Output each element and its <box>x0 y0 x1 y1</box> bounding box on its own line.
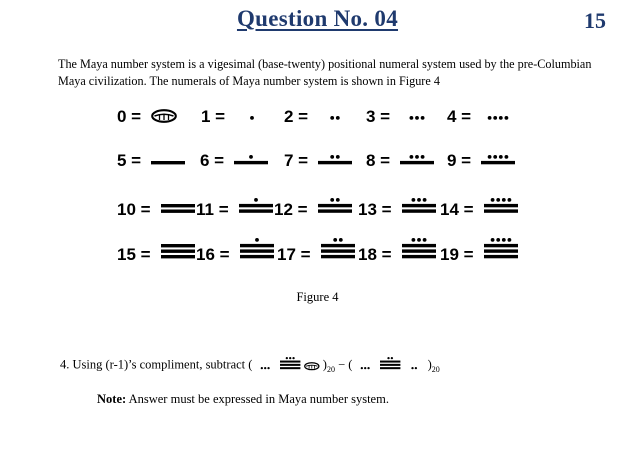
maya-dot <box>411 198 415 202</box>
maya-dot <box>422 238 426 242</box>
maya-dot <box>264 367 266 369</box>
maya-numeral-glyph <box>400 102 434 132</box>
maya-bar <box>484 204 518 207</box>
maya-digit-icon <box>255 367 275 371</box>
numeral-label: 18 = <box>358 245 392 264</box>
maya-dot <box>286 357 288 359</box>
numeral-entry <box>440 240 518 270</box>
maya-numeral-glyph <box>240 240 274 270</box>
maya-digit-icon <box>321 238 355 260</box>
maya-bar <box>484 244 518 247</box>
maya-dot <box>507 198 511 202</box>
maya-bar <box>161 255 195 258</box>
numeral-entry <box>284 102 352 132</box>
maya-digit-icon <box>402 238 436 260</box>
maya-dot <box>415 367 417 369</box>
maya-dot <box>338 238 342 242</box>
numeral-label: 8 = <box>366 151 391 170</box>
maya-digit-icon <box>318 116 352 122</box>
maya-bar <box>161 244 195 247</box>
question-prefix: 4. Using (r-1)’s compliment, subtract ( <box>60 357 253 372</box>
maya-dot <box>421 155 425 159</box>
maya-digit-icon <box>400 116 434 122</box>
maya-dot <box>493 155 497 159</box>
close-paren-2: ) <box>427 357 432 372</box>
numeral-label: 17 = <box>277 245 311 264</box>
maya-dot <box>387 357 389 359</box>
numeral-entry <box>358 240 436 270</box>
numeral-entry <box>440 195 518 225</box>
numeral-entry <box>447 102 515 132</box>
maya-dot <box>255 238 259 242</box>
numeral-row-10-14 <box>0 195 635 225</box>
maya-numeral-glyph <box>400 146 434 176</box>
maya-bar <box>239 204 273 207</box>
maya-dot <box>496 198 500 202</box>
maya-dot <box>411 238 415 242</box>
numeral-label: 5 = <box>117 151 142 170</box>
maya-dot <box>490 198 494 202</box>
maya-dot <box>496 238 500 242</box>
maya-dot <box>417 198 421 202</box>
maya-bar <box>481 160 515 163</box>
maya-bar <box>380 361 400 363</box>
numeral-entry <box>358 195 436 225</box>
maya-bar <box>240 244 274 247</box>
maya-dot <box>361 367 363 369</box>
maya-bar <box>321 255 355 258</box>
maya-digit-icon <box>280 357 300 370</box>
maya-dot <box>268 367 270 369</box>
maya-numeral-glyph <box>161 240 195 270</box>
maya-bar <box>318 204 352 207</box>
numeral-row-15-19 <box>0 240 635 270</box>
maya-bar <box>318 160 352 163</box>
maya-dot <box>488 116 492 120</box>
maya-digit-icon <box>400 155 434 166</box>
maya-bar <box>402 204 436 207</box>
maya-digit-icon <box>240 238 274 260</box>
maya-dot <box>488 155 492 159</box>
maya-bar <box>161 249 195 252</box>
maya-bar <box>280 367 300 369</box>
figure-caption: Figure 4 <box>296 290 339 304</box>
maya-bar <box>380 364 400 366</box>
note-label: Note: <box>97 392 127 406</box>
maya-digit-icon <box>235 116 269 122</box>
maya-bar <box>402 255 436 258</box>
maya-bar <box>240 255 274 258</box>
maya-numeral-glyph <box>402 240 436 270</box>
maya-numeral-glyph <box>235 102 269 132</box>
numeral-entry <box>277 240 355 270</box>
maya-bar <box>280 364 300 366</box>
question-title: Question No. 04 <box>236 6 399 31</box>
maya-dot <box>501 198 505 202</box>
numeral-row-0-4 <box>0 102 635 132</box>
numeral-entry <box>117 195 195 225</box>
maya-dot <box>250 116 254 120</box>
numeral-label: 1 = <box>201 107 226 126</box>
numeral-label: 3 = <box>366 107 391 126</box>
maya-dot <box>493 116 497 120</box>
maya-digit-icon <box>239 198 273 215</box>
maya-dot <box>421 116 425 120</box>
maya-digit-icon <box>161 204 195 215</box>
maya-dot <box>289 357 291 359</box>
numeral-label: 19 = <box>440 245 474 264</box>
maya-bar <box>234 160 268 163</box>
maya-digit-icon <box>402 198 436 215</box>
maya-dot <box>330 116 334 120</box>
maya-dot <box>505 116 509 120</box>
maya-dot <box>501 238 505 242</box>
maya-bar <box>484 255 518 258</box>
maya-dot <box>415 116 419 120</box>
maya-dot <box>330 198 334 202</box>
maya-numeral-glyph <box>318 195 352 225</box>
numeral-row-5-9 <box>0 146 635 176</box>
maya-dot <box>505 155 509 159</box>
maya-dot <box>417 238 421 242</box>
maya-bar <box>400 160 434 163</box>
maya-numeral-glyph <box>481 146 515 176</box>
maya-dot <box>422 198 426 202</box>
maya-dot <box>364 367 366 369</box>
maya-dot <box>415 155 419 159</box>
maya-dot <box>330 155 334 159</box>
numeral-label: 13 = <box>358 200 392 219</box>
note-line <box>97 392 389 407</box>
close-paren-1: ) <box>322 357 327 372</box>
maya-dot <box>412 367 414 369</box>
maya-numeral-glyph <box>402 195 436 225</box>
maya-dot <box>499 155 503 159</box>
numeral-entry <box>366 146 434 176</box>
maya-bar <box>151 161 185 164</box>
maya-dot <box>292 357 294 359</box>
zero-shell-icon <box>151 109 177 123</box>
maya-bar <box>318 209 352 212</box>
maya-digit-icon <box>404 367 424 371</box>
numeral-label: 9 = <box>447 151 472 170</box>
base-subscript-1: 20 <box>326 364 335 374</box>
maya-dot <box>254 198 258 202</box>
numeral-entry <box>200 146 268 176</box>
note-text: Answer must be expressed in Maya number system. <box>126 392 389 406</box>
maya-numeral-glyph <box>234 146 268 176</box>
maya-dot <box>335 198 339 202</box>
maya-bar <box>161 210 195 213</box>
maya-numeral-glyph <box>161 195 195 225</box>
maya-dot <box>410 116 414 120</box>
numeral-entry <box>117 146 185 176</box>
maya-dot <box>499 116 503 120</box>
maya-digit-icon <box>355 367 375 371</box>
numeral-label: 10 = <box>117 200 151 219</box>
maya-numeral-glyph <box>239 195 273 225</box>
maya-bar <box>484 249 518 252</box>
numeral-label: 12 = <box>274 200 308 219</box>
maya-dot <box>410 155 414 159</box>
maya-bar <box>240 249 274 252</box>
numeral-label: 4 = <box>447 107 472 126</box>
numeral-label: 6 = <box>200 151 225 170</box>
maya-bar <box>402 209 436 212</box>
maya-numeral-glyph <box>484 240 518 270</box>
maya-dot <box>490 238 494 242</box>
maya-digit-icon <box>481 155 515 166</box>
maya-numeral-glyph <box>321 240 355 270</box>
intro-paragraph: The Maya number system is a vigesimal (base-twenty) positional numeral system used by the pre-Columbian Maya civilization. The numerals of Maya number system is shown in Figure 4 <box>58 57 592 88</box>
numeral-label: 14 = <box>440 200 474 219</box>
numeral-entry <box>117 102 177 132</box>
maya-dot <box>249 155 253 159</box>
maya-numeral-glyph <box>481 102 515 132</box>
maya-bar <box>321 244 355 247</box>
maya-digit-icon <box>161 244 195 261</box>
maya-bar <box>161 204 195 207</box>
maya-bar <box>380 367 400 369</box>
maya-numeral-glyph <box>151 102 177 132</box>
maya-dot <box>368 367 370 369</box>
maya-dot <box>261 367 263 369</box>
maya-numeral-glyph <box>151 146 185 176</box>
maya-digit-icon <box>318 155 352 166</box>
maya-digit-icon <box>151 161 185 167</box>
maya-bar <box>239 209 273 212</box>
maya-digit-icon <box>484 238 518 260</box>
maya-dot <box>391 357 393 359</box>
maya-dot <box>336 116 340 120</box>
maya-dot <box>333 238 337 242</box>
maya-numeral-glyph <box>318 102 352 132</box>
operand-1-maya <box>255 357 319 370</box>
maya-bar <box>321 249 355 252</box>
maya-digit-icon <box>234 155 268 166</box>
maya-digit-icon <box>380 357 400 370</box>
numeral-label: 2 = <box>284 107 309 126</box>
minus-sign: − ( <box>334 357 353 372</box>
maya-dot <box>507 238 511 242</box>
maya-digit-icon <box>481 116 515 122</box>
numeral-entry <box>201 102 269 132</box>
numeral-entry <box>274 195 352 225</box>
maya-bar <box>402 249 436 252</box>
numeral-label: 0 = <box>117 107 142 126</box>
numeral-entry <box>196 240 274 270</box>
base-subscript-2: 20 <box>431 364 440 374</box>
numeral-entry <box>284 146 352 176</box>
numeral-label: 7 = <box>284 151 309 170</box>
numeral-entry <box>117 240 195 270</box>
numeral-entry <box>447 146 515 176</box>
numeral-label: 15 = <box>117 245 151 264</box>
maya-digit-icon <box>318 198 352 215</box>
maya-digit-icon <box>484 198 518 215</box>
maya-bar <box>402 244 436 247</box>
question-4-text <box>60 357 440 374</box>
maya-dot <box>336 155 340 159</box>
maya-bar <box>280 361 300 363</box>
numeral-entry <box>366 102 434 132</box>
maya-numeral-glyph <box>484 195 518 225</box>
maya-numeral-glyph <box>318 146 352 176</box>
question-marks: 15 <box>584 8 606 33</box>
zero-shell-icon <box>304 362 320 370</box>
maya-bar <box>484 209 518 212</box>
numeral-label: 16 = <box>196 245 230 264</box>
numeral-entry <box>196 195 273 225</box>
operand-2-maya <box>355 357 424 370</box>
numeral-label: 11 = <box>196 200 229 219</box>
